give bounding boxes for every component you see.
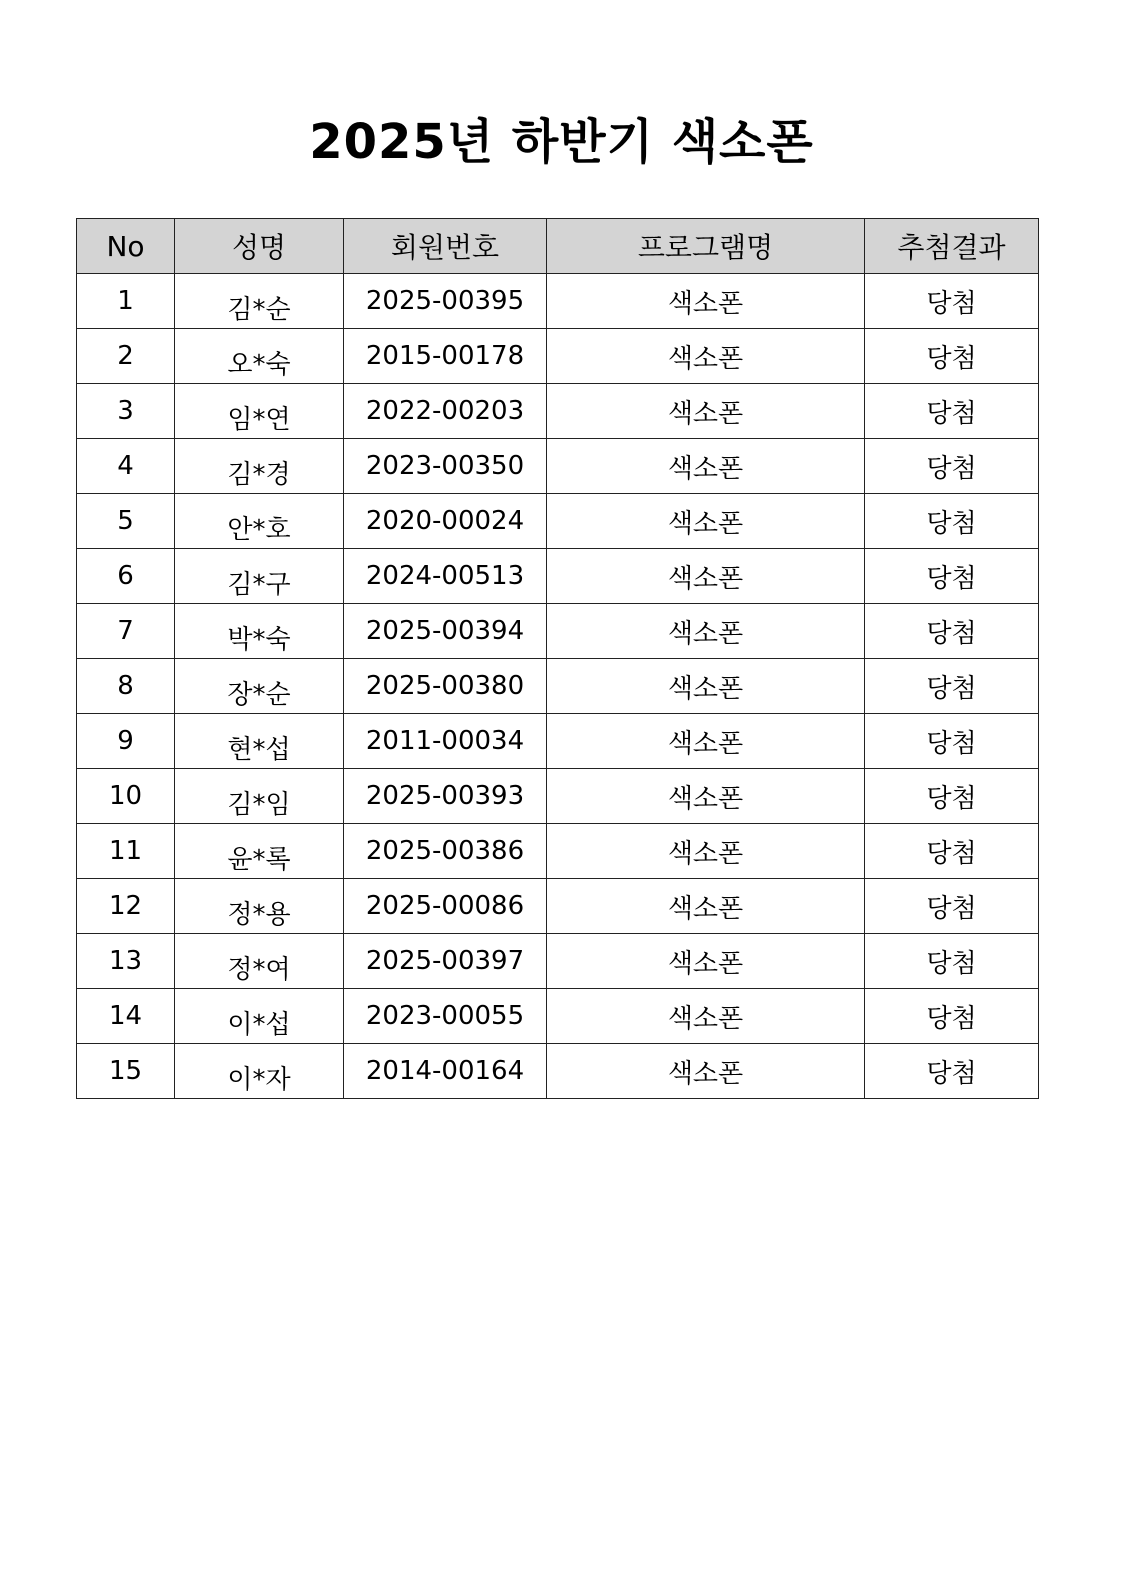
cell-member-number: 2024-00513 [344,549,547,604]
table-row [77,604,1039,659]
cell-draw-result: 당첨 [865,274,1039,329]
name-text: 김*임 [227,789,291,820]
cell-member-number: 2025-00393 [344,769,547,824]
cell-member-number: 2025-00395 [344,274,547,329]
cell-member-number: 2023-00055 [344,989,547,1044]
table-row [77,494,1039,549]
cell-member-number: 2025-00397 [344,934,547,989]
name-text: 박*숙 [227,624,291,655]
cell-draw-result: 당첨 [865,604,1039,659]
cell-draw-result: 당첨 [865,494,1039,549]
cell-no: 11 [77,824,175,879]
table-row [77,384,1039,439]
cell-name [175,769,344,824]
name-text: 윤*록 [227,844,291,875]
table-body [77,274,1039,1099]
name-text: 정*용 [227,899,291,930]
cell-draw-result: 당첨 [865,439,1039,494]
cell-draw-result: 당첨 [865,659,1039,714]
cell-name [175,934,344,989]
name-text: 임*연 [227,404,291,435]
cell-program-name: 색소폰 [547,934,865,989]
name-text: 정*여 [227,954,291,985]
table-row [77,439,1039,494]
table-row [77,549,1039,604]
cell-member-number: 2014-00164 [344,1044,547,1099]
cell-program-name: 색소폰 [547,659,865,714]
cell-no: 9 [77,714,175,769]
table-row [77,934,1039,989]
cell-draw-result: 당첨 [865,384,1039,439]
table-row [77,989,1039,1044]
cell-no: 3 [77,384,175,439]
cell-no: 5 [77,494,175,549]
cell-member-number: 2025-00380 [344,659,547,714]
name-text: 김*경 [227,459,291,490]
cell-member-number: 2020-00024 [344,494,547,549]
table-row [77,274,1039,329]
header-no: No [77,219,175,274]
cell-name [175,549,344,604]
cell-member-number: 2025-00394 [344,604,547,659]
table-row [77,824,1039,879]
cell-program-name: 색소폰 [547,769,865,824]
cell-draw-result: 당첨 [865,329,1039,384]
cell-no: 10 [77,769,175,824]
table-row [77,714,1039,769]
cell-program-name: 색소폰 [547,879,865,934]
name-text: 안*호 [227,514,291,545]
cell-no: 14 [77,989,175,1044]
cell-no: 1 [77,274,175,329]
name-text: 이*자 [227,1064,291,1095]
cell-name [175,989,344,1044]
cell-program-name: 색소폰 [547,329,865,384]
table-row [77,769,1039,824]
cell-name [175,604,344,659]
cell-member-number: 2023-00350 [344,439,547,494]
cell-no: 8 [77,659,175,714]
cell-draw-result: 당첨 [865,989,1039,1044]
name-text: 오*숙 [227,349,291,380]
lottery-result-table [76,218,1039,1099]
cell-name [175,879,344,934]
cell-name [175,714,344,769]
cell-program-name: 색소폰 [547,439,865,494]
cell-draw-result: 당첨 [865,714,1039,769]
table-row [77,879,1039,934]
header-member-number: 회원번호 [344,219,547,274]
cell-program-name: 색소폰 [547,1044,865,1099]
name-text: 김*구 [227,569,291,600]
name-text: 이*섭 [227,1009,291,1040]
cell-draw-result: 당첨 [865,1044,1039,1099]
table-row [77,329,1039,384]
cell-program-name: 색소폰 [547,549,865,604]
page-title: 2025년 하반기 색소폰 [309,114,814,171]
cell-program-name: 색소폰 [547,604,865,659]
cell-name [175,439,344,494]
cell-member-number: 2015-00178 [344,329,547,384]
table-row [77,1044,1039,1099]
cell-draw-result: 당첨 [865,934,1039,989]
cell-member-number: 2022-00203 [344,384,547,439]
cell-no: 6 [77,549,175,604]
cell-program-name: 색소폰 [547,384,865,439]
cell-no: 7 [77,604,175,659]
cell-no: 4 [77,439,175,494]
cell-member-number: 2011-00034 [344,714,547,769]
header-name: 성명 [175,219,344,274]
cell-name [175,659,344,714]
name-text: 현*섭 [227,734,291,765]
cell-name [175,384,344,439]
name-text: 장*순 [227,679,291,710]
cell-no: 2 [77,329,175,384]
table-row [77,659,1039,714]
cell-no: 13 [77,934,175,989]
cell-name [175,824,344,879]
header-draw-result: 추첨결과 [865,219,1039,274]
cell-program-name: 색소폰 [547,824,865,879]
cell-name [175,494,344,549]
cell-program-name: 색소폰 [547,494,865,549]
cell-name [175,1044,344,1099]
cell-name [175,274,344,329]
cell-program-name: 색소폰 [547,274,865,329]
name-text: 김*순 [227,294,291,325]
cell-program-name: 색소폰 [547,989,865,1044]
cell-draw-result: 당첨 [865,769,1039,824]
cell-draw-result: 당첨 [865,824,1039,879]
cell-draw-result: 당첨 [865,879,1039,934]
cell-member-number: 2025-00086 [344,879,547,934]
cell-draw-result: 당첨 [865,549,1039,604]
cell-name [175,329,344,384]
header-program-name: 프로그램명 [547,219,865,274]
cell-no: 15 [77,1044,175,1099]
cell-member-number: 2025-00386 [344,824,547,879]
table-header-row [77,219,1039,274]
cell-no: 12 [77,879,175,934]
cell-program-name: 색소폰 [547,714,865,769]
